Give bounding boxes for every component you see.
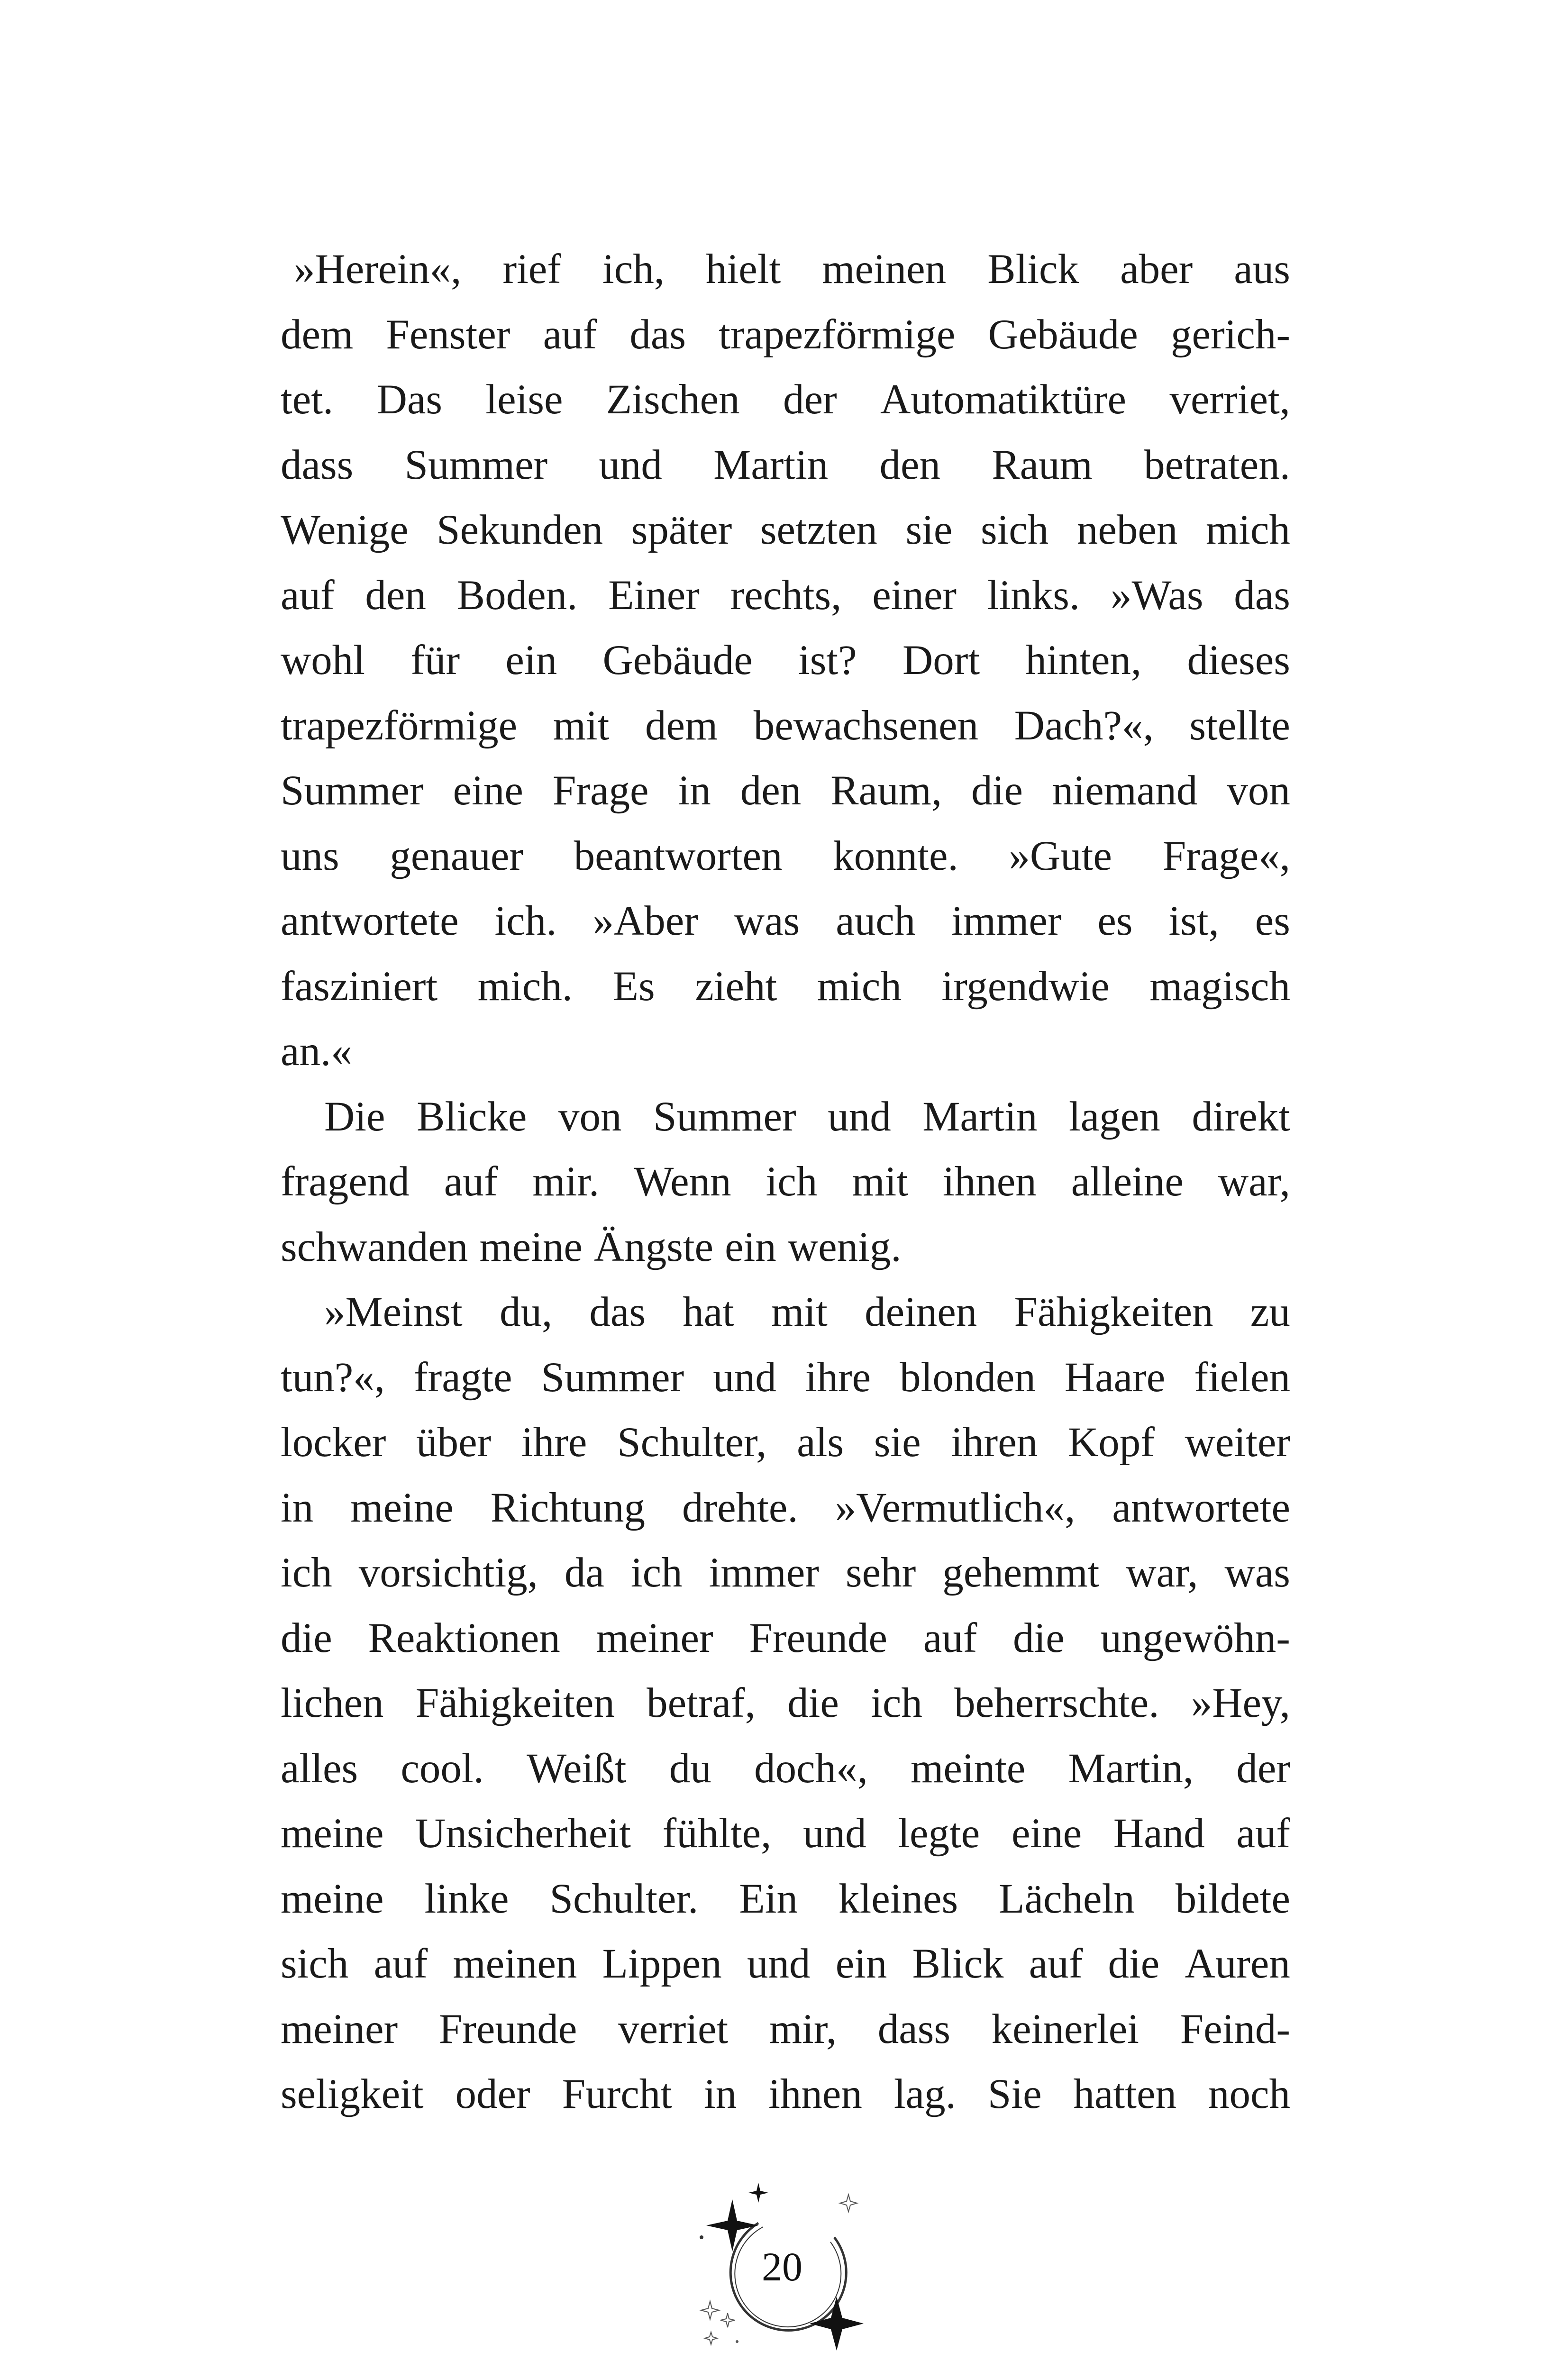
word: »Was	[1110, 572, 1203, 619]
word: Raum,	[830, 767, 942, 814]
word: mir.	[532, 1158, 600, 1205]
word: ihre	[805, 1354, 871, 1401]
word: eine	[1011, 1810, 1082, 1857]
word: ich	[630, 1550, 683, 1596]
word: mit	[553, 702, 610, 749]
word: antwortete	[1112, 1484, 1290, 1531]
word: bewachsenen	[753, 702, 979, 749]
word: als	[797, 1419, 844, 1466]
word: Unsicherheit	[415, 1810, 631, 1857]
word: verriet	[618, 2005, 729, 2052]
word: lagen	[1069, 1093, 1160, 1140]
word: linke	[424, 1875, 509, 1922]
word: über	[416, 1419, 492, 1466]
word: aus	[1234, 246, 1290, 292]
word: ich	[766, 1158, 818, 1205]
word: Blick	[987, 246, 1079, 292]
body-text	[281, 237, 1290, 2127]
word: für	[410, 637, 460, 684]
word: antwortete	[281, 898, 459, 944]
word: dem	[645, 702, 718, 749]
word: meiner	[281, 2005, 398, 2052]
word: Es	[612, 963, 655, 1010]
word: Einer	[608, 572, 700, 619]
text-line	[281, 954, 1290, 1020]
word: fragte	[414, 1354, 512, 1401]
word: Schulter.	[549, 1875, 699, 1922]
word: Summer	[541, 1354, 684, 1401]
word: cool.	[401, 1745, 484, 1792]
word: ist?	[798, 637, 857, 684]
word: Die	[324, 1093, 385, 1140]
word: es	[1097, 898, 1133, 944]
word: locker	[281, 1419, 386, 1466]
word: uns	[281, 832, 339, 879]
word: und	[803, 1810, 866, 1857]
word: ihnen	[768, 2071, 862, 2117]
word: Fähigkeiten	[415, 1680, 615, 1726]
word: doch«,	[754, 1745, 868, 1792]
word: Ein	[739, 1875, 798, 1922]
word: alleine	[1071, 1158, 1184, 1205]
word: meine	[281, 1810, 384, 1857]
word: auf	[374, 1941, 428, 1987]
word: hielt	[706, 246, 781, 292]
text-line	[281, 1867, 1290, 1932]
text-line	[281, 1801, 1290, 1867]
word: die	[787, 1680, 839, 1726]
text-line	[281, 498, 1290, 563]
word: ich.	[494, 898, 557, 944]
word: »Herein«,	[294, 246, 462, 292]
word: Gebäude	[988, 311, 1138, 358]
text-line	[281, 563, 1290, 629]
word: das	[589, 1289, 646, 1335]
text-line	[281, 1932, 1290, 1997]
word: Kopf	[1067, 1419, 1155, 1466]
word: Blicke	[417, 1093, 527, 1140]
word: Freunde	[438, 2005, 577, 2052]
word: Frage«,	[1162, 832, 1290, 879]
word: den	[879, 441, 941, 488]
word: Sie	[987, 2071, 1042, 2117]
word: betraf,	[647, 1680, 756, 1726]
word: auf	[923, 1614, 977, 1661]
word: rechts,	[730, 572, 842, 619]
word: wohl	[281, 637, 365, 684]
word: die	[971, 767, 1023, 814]
word: in	[703, 2071, 737, 2117]
word: beantworten	[574, 832, 783, 879]
word: fasziniert	[281, 963, 438, 1010]
word: das	[629, 311, 686, 358]
word: es	[1255, 898, 1290, 944]
word: Feind-	[1180, 2005, 1290, 2052]
word: tet.	[281, 376, 334, 423]
word: »Meinst	[324, 1289, 463, 1335]
word: war,	[1218, 1158, 1290, 1205]
text-line	[281, 433, 1290, 498]
word: ein	[505, 637, 557, 684]
word: beherrschte.	[954, 1680, 1159, 1726]
word: an.«	[281, 1028, 352, 1075]
word: dass	[281, 441, 354, 488]
word: ihnen	[942, 1158, 1037, 1205]
word: mich	[1205, 507, 1290, 553]
word: direkt	[1192, 1093, 1290, 1140]
word: hatten	[1073, 2071, 1177, 2117]
word: trapezförmige	[719, 311, 956, 358]
text-line	[281, 2062, 1290, 2127]
text-line	[281, 1540, 1290, 1606]
word: und	[713, 1354, 776, 1401]
word: schwanden	[281, 1223, 468, 1270]
word: immer	[709, 1550, 819, 1596]
word: du	[669, 1745, 711, 1792]
word: stellte	[1189, 702, 1290, 749]
word: vorsichtig,	[358, 1550, 538, 1596]
word: drehte.	[682, 1484, 798, 1531]
text-line	[281, 237, 1290, 302]
text-line	[281, 1410, 1290, 1476]
text-line	[281, 889, 1290, 954]
word: das	[1234, 572, 1290, 619]
word: die	[1108, 1941, 1160, 1987]
word: mich.	[477, 963, 573, 1010]
word: in	[678, 767, 711, 814]
word: die	[281, 1614, 332, 1661]
word: auf	[444, 1158, 498, 1205]
word: Freunde	[749, 1614, 887, 1661]
word: Automatiktüre	[880, 376, 1127, 423]
word: auch	[836, 898, 916, 944]
word: Zischen	[606, 376, 740, 423]
word: und	[599, 441, 662, 488]
word: irgendwie	[941, 963, 1110, 1010]
word: Summer	[404, 441, 548, 488]
word: Fenster	[386, 311, 511, 358]
word: sich	[281, 1941, 349, 1987]
word: bildete	[1175, 1875, 1290, 1922]
word: mir,	[769, 2005, 837, 2052]
word: fragend	[281, 1158, 410, 1205]
word: »Vermutlich«,	[835, 1484, 1076, 1531]
text-line	[281, 693, 1290, 759]
word: seligkeit	[281, 2071, 424, 2117]
word: sie	[905, 507, 953, 553]
word: weiter	[1185, 1419, 1290, 1466]
text-line	[281, 302, 1290, 368]
word: trapezförmige	[281, 702, 518, 749]
word: immer	[951, 898, 1062, 944]
word: fühlte,	[662, 1810, 772, 1857]
text-line	[281, 367, 1290, 433]
word: Furcht	[562, 2071, 673, 2117]
word: und	[828, 1093, 891, 1140]
word: aber	[1120, 246, 1193, 292]
word: Richtung	[490, 1484, 646, 1531]
word: auf	[543, 311, 597, 358]
word: ungewöhn-	[1100, 1614, 1290, 1661]
word: meinen	[453, 1941, 577, 1987]
word: Auren	[1185, 1941, 1290, 1987]
word: Boden.	[456, 572, 578, 619]
word: ist,	[1168, 898, 1219, 944]
word: links.	[987, 572, 1080, 619]
word: rief	[502, 246, 561, 292]
word: meinen	[822, 246, 947, 292]
word: oder	[455, 2071, 530, 2117]
word: Reaktionen	[368, 1614, 560, 1661]
word: ein	[725, 1223, 776, 1270]
word: lag.	[893, 2071, 956, 2117]
word: Ängste	[593, 1223, 714, 1270]
word: hinten,	[1025, 637, 1142, 684]
text-line	[281, 628, 1290, 693]
word: mit	[771, 1289, 828, 1335]
word: Summer	[653, 1093, 796, 1140]
word: sie	[874, 1419, 921, 1466]
word: und	[747, 1941, 811, 1987]
word: meine	[350, 1484, 454, 1531]
word: ich	[281, 1550, 332, 1596]
word: niemand	[1052, 767, 1198, 814]
word: du,	[499, 1289, 553, 1335]
word: deinen	[865, 1289, 977, 1335]
text-line	[281, 758, 1290, 824]
word: Summer	[281, 767, 424, 814]
word: was	[734, 898, 800, 944]
word: gehemmt	[942, 1550, 1100, 1596]
word: Sekunden	[437, 507, 603, 553]
word: Haare	[1064, 1354, 1166, 1401]
word: neben	[1076, 507, 1178, 553]
word: von	[558, 1093, 622, 1140]
word: meinte	[911, 1745, 1026, 1792]
text-line	[281, 1085, 1290, 1150]
word: ihren	[951, 1419, 1038, 1466]
word: Wenige	[281, 507, 409, 553]
word: dass	[877, 2005, 951, 2052]
word: dem	[281, 311, 354, 358]
word: meiner	[596, 1614, 713, 1661]
word: Lippen	[602, 1941, 722, 1987]
word: Wenn	[634, 1158, 731, 1205]
word: setzten	[760, 507, 877, 553]
word: Martin	[922, 1093, 1038, 1140]
word: Weißt	[527, 1745, 627, 1792]
word: kleines	[839, 1875, 958, 1922]
word: Das	[376, 376, 443, 423]
word: was	[1224, 1550, 1290, 1596]
word: in	[281, 1484, 314, 1531]
word: wenig.	[787, 1223, 902, 1270]
word: dieses	[1187, 637, 1290, 684]
word: Dort	[902, 637, 980, 684]
word: auf	[1029, 1941, 1083, 1987]
word: leise	[485, 376, 563, 423]
word: Lächeln	[999, 1875, 1135, 1922]
text-line	[281, 1149, 1290, 1215]
page-number-ornament	[692, 2171, 891, 2361]
word: die	[1013, 1614, 1065, 1661]
word: fielen	[1194, 1354, 1290, 1401]
word: konnte.	[833, 832, 958, 879]
word: genauer	[390, 832, 523, 879]
text-line	[281, 1476, 1290, 1541]
word: zieht	[695, 963, 777, 1010]
word: blonden	[900, 1354, 1036, 1401]
word: verriet,	[1169, 376, 1290, 423]
word: zu	[1250, 1289, 1290, 1335]
word: Dach?«,	[1014, 702, 1154, 749]
word: einer	[872, 572, 957, 619]
word: Gebäude	[602, 637, 753, 684]
word: betraten.	[1144, 441, 1290, 488]
word: mit	[852, 1158, 909, 1205]
word: Frage	[552, 767, 649, 814]
word: Blick	[912, 1941, 1004, 1987]
word: auf	[281, 572, 335, 619]
word: Hand	[1113, 1810, 1205, 1857]
word: alles	[281, 1745, 358, 1792]
word: der	[1236, 1745, 1290, 1792]
word: war,	[1126, 1550, 1198, 1596]
text-line	[281, 1280, 1290, 1345]
text-line	[281, 1215, 1290, 1280]
word: den	[365, 572, 426, 619]
word: auf	[1236, 1810, 1290, 1857]
word: magisch	[1149, 963, 1290, 1010]
word: keinerlei	[991, 2005, 1139, 2052]
text-line	[281, 1671, 1290, 1736]
word: Fähigkeiten	[1014, 1289, 1213, 1335]
word: ihre	[521, 1419, 587, 1466]
word: da	[564, 1550, 604, 1596]
text-line	[281, 1345, 1290, 1411]
word: hat	[683, 1289, 734, 1335]
word: den	[740, 767, 802, 814]
word: eine	[453, 767, 523, 814]
text-line	[281, 1736, 1290, 1802]
word: Schulter,	[617, 1419, 767, 1466]
word: meine	[479, 1223, 583, 1270]
page-number: 20	[762, 2244, 802, 2289]
word: »Gute	[1009, 832, 1112, 879]
word: noch	[1208, 2071, 1290, 2117]
word: meine	[281, 1875, 384, 1922]
word: »Aber	[593, 898, 698, 944]
word: legte	[898, 1810, 980, 1857]
word: ich	[871, 1680, 922, 1726]
word: mich	[817, 963, 902, 1010]
text-line	[281, 1606, 1290, 1671]
word: lichen	[281, 1680, 384, 1726]
word: gerich-	[1170, 311, 1290, 358]
text-line	[281, 824, 1290, 889]
word: der	[783, 376, 837, 423]
word: ich,	[602, 246, 665, 292]
text-line	[281, 1997, 1290, 2062]
word: sehr	[845, 1550, 916, 1596]
text-line	[281, 1019, 1290, 1085]
word: ein	[835, 1941, 887, 1987]
word: Martin,	[1068, 1745, 1194, 1792]
word: später	[631, 507, 732, 553]
word: Raum	[992, 441, 1093, 488]
word: sich	[980, 507, 1049, 553]
word: Martin	[713, 441, 829, 488]
word: »Hey,	[1191, 1680, 1290, 1726]
word: von	[1227, 767, 1290, 814]
word: tun?«,	[281, 1354, 385, 1401]
